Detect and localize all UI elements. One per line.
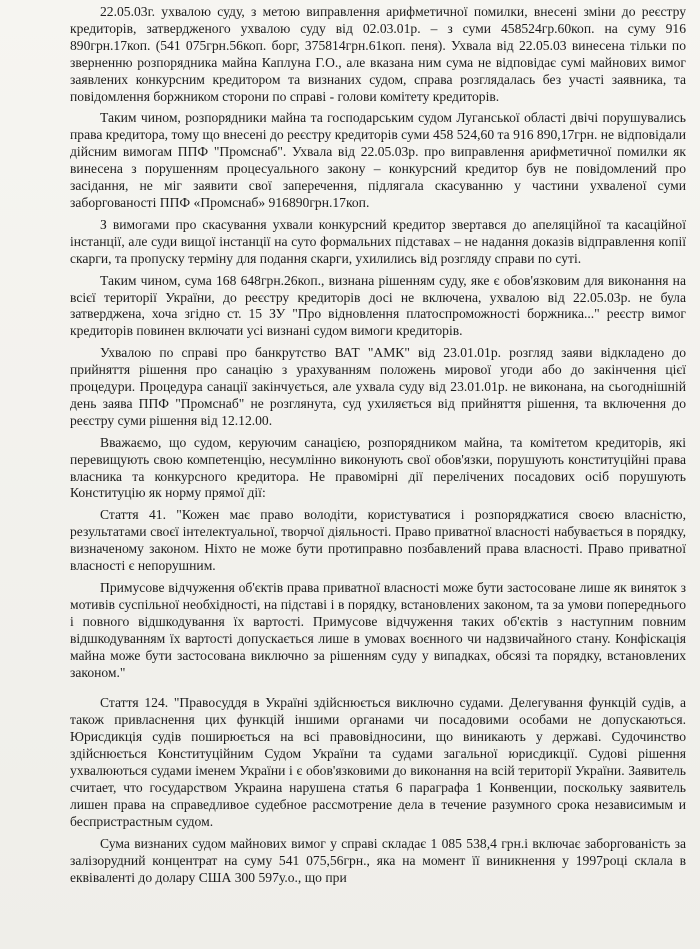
- paragraph-1: 22.05.03г. ухвалою суду, з метою виправлення арифметичної помилки, внесені зміни до реєстру кредиторів, затвердженого ухвалою суду від 02.03.01р. – з суми 458524гр.60коп. на суму 916 890грн.17коп. (541 075грн.56коп. борг, 375814грн.61коп. пеня). Ухвала від 22.05.03 винесена тільки по зверненню розпорядника майна Каплуна Г.О., але вказана ним сума не відповідає сумі майнових вимог заявлених конкурсним кредитором та визнаних судом, справа розглядалась без участі заявника, та повідомлення боржником сторони по справі - голови комітету кредиторів.: [70, 4, 686, 104]
- article-124-paragraph: Стаття 124. "Правосуддя в Україні здійснюється виключно судами. Делегування функцій судів, а також привласнення цих функцій іншими органами чи посадовими особами не допускаються. Юрисдикція судів поширюється на всі правовідносини, що виникають у державі. Судочинство здійснюється Конституційним Судом України та судами загальної юрисдикції. Судові рішення ухвалюються судами іменем України і є обов'язковими до виконання на всій території України. Заявитель считает, что государством Украина нарушена статья 6 параграфа 1 Конвенции, поскольку заявитель лишен права на справедливое судебное рассмотрение дела в течение разумного срока независимым и беспристрастным судом.: [70, 695, 686, 829]
- paragraph-8: Примусове відчуження об'єктів права приватної власності може бути застосоване лише як виняток з мотивів суспільної необхідності, на підставі і в порядку, встановлених законом, та за умови попереднього і повного відшкодування їх вартості. Примусове відчуження таких об'єктів з наступним повним відшкодуванням їх вартості допускається лише в умовах воєнного чи надзвичайного стану. Конфіскація майна може бути застосована виключно за рішенням суду у випадках, обсязі та порядку, встановлених законом.": [70, 580, 686, 680]
- paragraph-5: Ухвалою по справі про банкрутство ВАТ "АМК" від 23.01.01р. розгляд заяви відкладено до прийняття рішення про санацію з урахуванням положень мирової угоди або до закінчення цієї процедури. Процедура санації закінчується, але ухвала суду від 23.01.01р. не виконана, на сьогоднішній день заява ППФ "Промснаб" не розглянута, суд ухиляється від прийняття рішення, та включення до реєстру суми рішення від 12.12.00.: [70, 345, 686, 428]
- paragraph-2: Таким чином, розпорядники майна та господарським судом Луганської області двічі порушувались права кредитора, тому що внесені до реєстру кредиторів суми 458 524,60 та 916 890,17грн. не відповідали дійсним вимогам ППФ "Промснаб". Ухвала від 22.05.03р. про виправлення арифметичної помилки як винесена з порушенням процесуального закону – конкурсний кредитор був не повідомлений про засідання, не міг заявити свої заперечення, підлягала скасуванню у частини ухваленої суми заборгованості ППФ «Промснаб» 916890грн.17коп.: [70, 110, 686, 210]
- paragraph-6: Вважаємо, що судом, керуючим санацією, розпорядником майна, та комітетом кредиторів, які перевищують свою компетенцію, несумлінно виконують свої обов'язки, порушують конституційні права власника та конкурсного кредитора. Не правомірні дії перелічених посадових осіб порушують Конституцію як норму прямої дії:: [70, 434, 686, 501]
- paragraph-3: З вимогами про скасування ухвали конкурсний кредитор звертався до апеляційної та касаційної інстанції, але суди вищої інстанції на суто формальних підставах – не надання доказів відправлення копії скарги, та пропуску терміну для подання скарги, ухилились від розгляду справи по суті.: [70, 216, 686, 266]
- paragraph-10: Сума визнаних судом майнових вимог у справі складає 1 085 538,4 грн.і включає заборгованість за залізорудний концентрат на суму 541 075,56грн., яка на момент її виникнення у 1997році склала в еквіваленті до долару США 300 597у.о., що при: [70, 835, 686, 885]
- article-41-paragraph: Стаття 41. "Кожен має право володіти, користуватися і розпоряджатися своєю власністю, результатами своєї інтелектуальної, творчої діяльності. Право приватної власності набувається в порядку, визначеному законом. Ніхто не може бути протиправно позбавлений права власності. Право приватної власності є непорушним.: [70, 507, 686, 574]
- paragraph-4: Таким чином, сума 168 648грн.26коп., визнана рішенням суду, яке є обов'язковим для виконання на всієї території України, до реєстру кредиторів досі не включена, ухвалою від 22.05.03р. не була затверджена, хоча згідно ст. 15 ЗУ "Про відновлення платоспроможності боржника..." реєстр вимог кредиторів повинен включати усі визнані судом вимоги кредиторів.: [70, 272, 686, 339]
